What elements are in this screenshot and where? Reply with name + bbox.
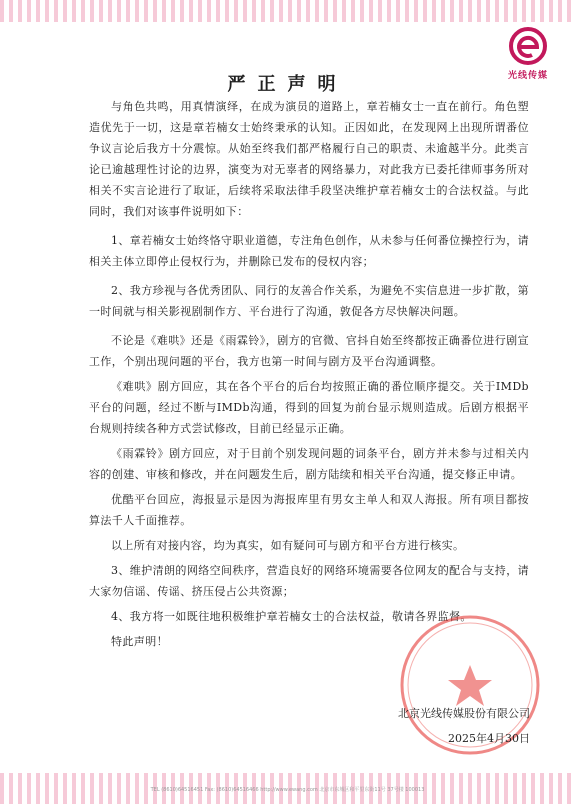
- youku-response: 优酷平台回应，海报显示是因为海报库里有男女主单人和双人海报。所有项目都按算法千人千面推荐。: [89, 493, 529, 527]
- point-2: 2、我方珍视与各优秀团队、同行的友善合作关系，为避免不实信息进一步扩散，第一时间就与相关影视剧制作方、平台进行了沟通，敦促各方尽快解决问题。: [89, 284, 529, 318]
- verification-note: 以上所有对接内容，均为真实，如有疑问可与剧方和平台方进行核实。: [111, 539, 465, 552]
- point-1: 1、章若楠女士始终恪守职业道德，专注角色创作，从未参与任何番位操控行为，请相关主体立即停止侵权行为，并删除已发布的侵权内容；: [89, 234, 529, 268]
- logo-text: 光线传媒: [507, 71, 548, 81]
- footer-contact-line: TEL (8610)64516451 Fax: (8610)64516466 http://www.ewang.com 北京市东城区和平里东街11号 37号楼 100013: [150, 787, 425, 793]
- point-4: 4、我方将一如既往地积极维护章若楠女士的合法权益，敬请各界监督。: [111, 610, 472, 623]
- statement-date: 2025年4月30日: [448, 732, 530, 745]
- drama-promotion-paragraph: 不论是《难哄》还是《雨霖铃》，剧方的官微、官抖自始至终都按正确番位进行剧宣工作，个别出现问题的平台，我方也第一时间与剧方及平台沟通调整。: [89, 334, 529, 368]
- top-decorative-stripe: [0, 0, 575, 22]
- point-3: 3、维护清朗的网络空间秩序，营造良好的网络环境需要各位网友的配合与支持，请大家勿信谣、传谣、挤压侵占公共资源；: [89, 564, 529, 598]
- signature-company: 北京光线传媒股份有限公司: [398, 707, 530, 720]
- statement-body: [89, 96, 529, 652]
- document-title: 严正声明: [227, 74, 348, 95]
- nanhong-response: 《难哄》剧方回应，其在各个平台的后台均按照正确的番位顺序提交。关于IMDb平台的问题，经过不断与IMDb沟通，得到的回复为前台显示规则造成。后剧方根据平台规则持续各种方式尝试修改，目前已经显示正确。: [89, 380, 529, 435]
- intro-paragraph: 与角色共鸣，用真情演绎，在成为演员的道路上，章若楠女士一直在前行。角色塑造优先于一切，这是章若楠女士始终秉承的认知。正因如此，在发现网上出现所谓番位争议言论后我方十分震惊。从始至终我们都严格履行自己的职责、未逾越半分。此类言论已逾越理性讨论的边界，演变为对无辜者的网络暴力，对此我方已委托律师事务所对相关不实言论进行了取证，后续将采取法律手段坚决维护章若楠女士的合法权益。与此同时，我们对该事件说明如下：: [89, 100, 529, 218]
- logo-e-icon: [506, 26, 550, 66]
- closing-line: 特此声明！: [111, 635, 168, 648]
- yulinling-response: 《雨霖铃》剧方回应，对于目前个别发现问题的词条平台，剧方并未参与过相关内容的创建、审核和修改，并在问题发生后，剧方陆续和相关平台沟通，提交修正申请。: [89, 447, 529, 481]
